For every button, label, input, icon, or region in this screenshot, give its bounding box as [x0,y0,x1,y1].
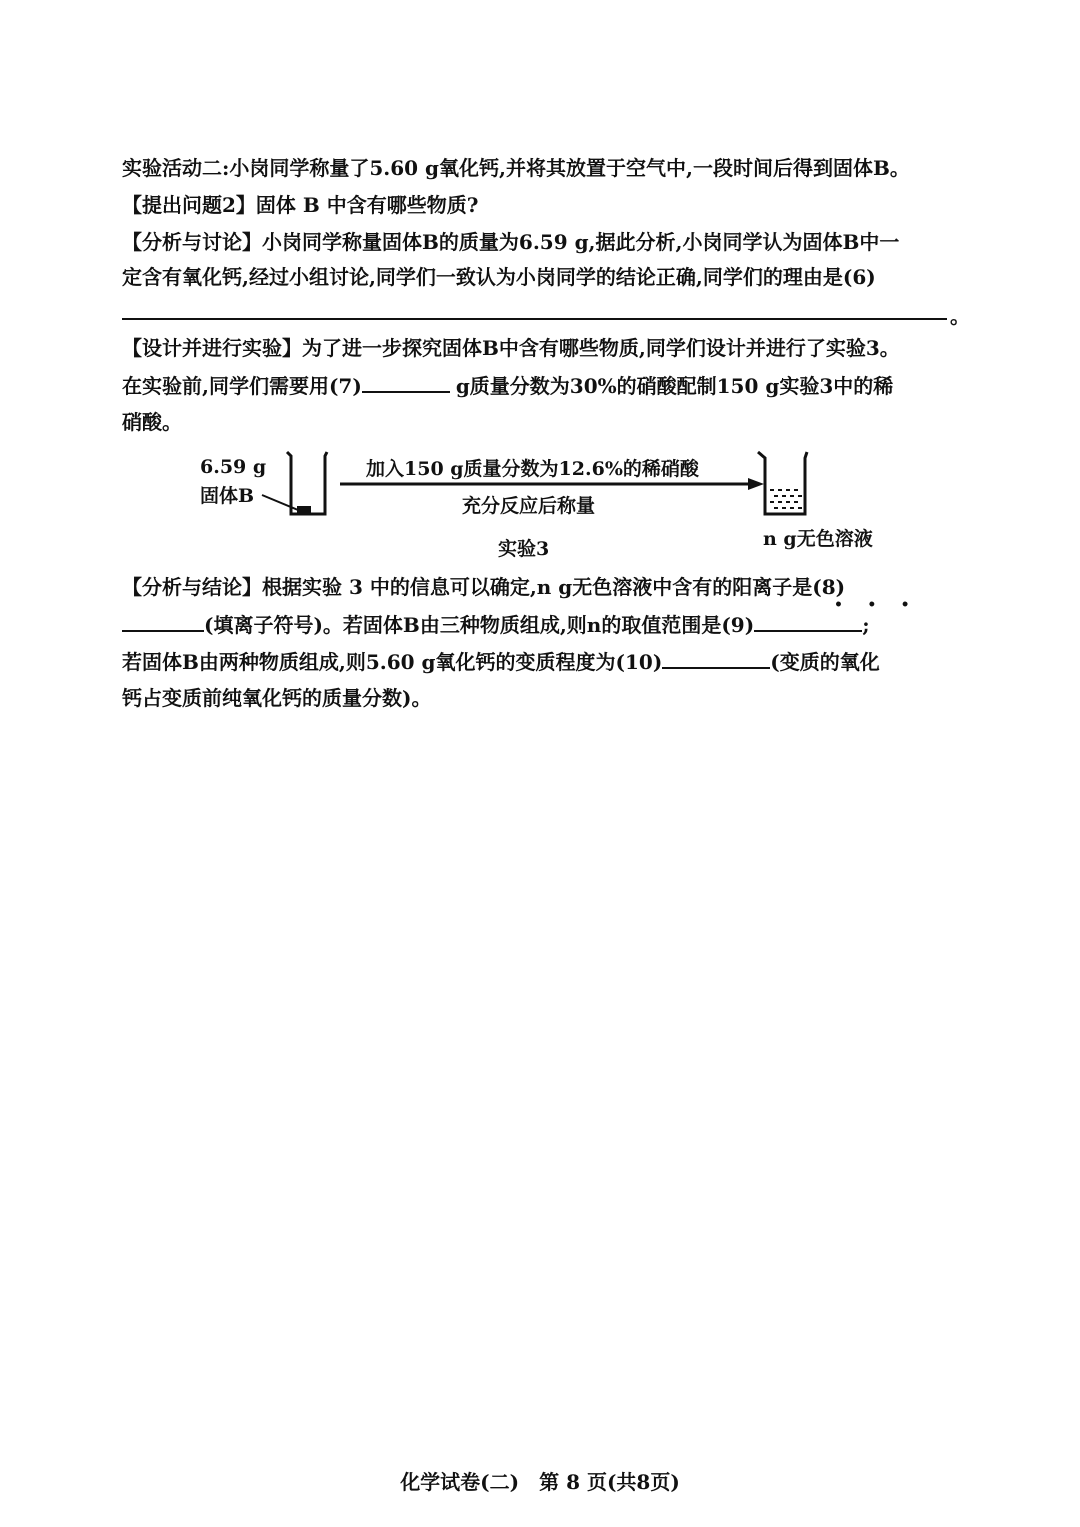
ion-and-range-text: (填离子符号)。若固体B由三种物质组成,则n的取值范围是(9) [204,613,755,637]
degree-text: 若固体B由两种物质组成,则5.60 g氧化钙的变质程度为(10) [122,650,663,674]
preparation-text-end: 硝酸。 [122,410,182,434]
answer-blank-8[interactable] [122,610,204,632]
analysis-discussion-text-cont: 定含有氧化钙,经过小组讨论,同学们一致认为小岗同学的结论正确,同学们的理由是(6) [122,265,876,289]
page-footer: 化学试卷(二) 第 8 页(共8页) [400,1470,680,1494]
reaction-arrowhead [748,478,764,490]
answer-blank-10[interactable] [662,647,770,669]
preparation-text [122,371,893,400]
activity-two-text: 实验活动二:小岗同学称量了5.60 g氧化钙,并将其放置于空气中,一段时间后得到固体B。 [122,156,910,180]
degree-note-text: (变质的氧化 [770,650,880,674]
solution-liquid [770,489,802,509]
emphasis-dots: • • • [834,597,910,613]
left-beaker [287,452,327,514]
preparation-text-a: 在实验前,同学们需要用(7) [122,374,362,398]
solid-b-pointer [262,495,298,510]
answer-blank-6[interactable] [122,318,947,320]
analysis-conclusion-line3 [122,647,880,676]
solution-label: n g无色溶液 [763,528,873,550]
solid-b-label: 固体B [200,485,255,507]
analysis-conclusion-text: 【分析与结论】根据实验 3 中的信息可以确定,n g无色溶液中含有的阳离子是(8) [122,575,846,599]
range-semicolon: ; [862,613,870,637]
condition-label: 充分反应后称量 [462,495,596,517]
solid-b-sample [297,506,311,514]
design-experiment-text: 【设计并进行实验】为了进一步探究固体B中含有哪些物质,同学们设计并进行了实验3。 [122,336,900,360]
experiment-caption: 实验3 [498,538,550,560]
answer-blank-7[interactable] [362,371,450,393]
question-two-text: 【提出问题2】固体 B 中含有哪些物质? [122,193,479,217]
degree-note-text-end: 钙占变质前纯氧化钙的质量分数)。 [122,686,432,710]
answer-blank-9[interactable] [754,610,862,632]
right-beaker [758,452,807,514]
solid-b-mass-label: 6.59 g [200,456,267,478]
reagent-label: 加入150 g质量分数为12.6%的稀硝酸 [366,458,699,480]
analysis-discussion-text: 【分析与讨论】小岗同学称量固体B的质量为6.59 g,据此分析,小岗同学认为固体B中一 [122,230,900,254]
analysis-conclusion-line2 [122,610,870,639]
preparation-text-b: g质量分数为30%的硝酸配制150 g实验3中的稀 [455,374,894,398]
answer-6-period: 。 [950,304,970,328]
